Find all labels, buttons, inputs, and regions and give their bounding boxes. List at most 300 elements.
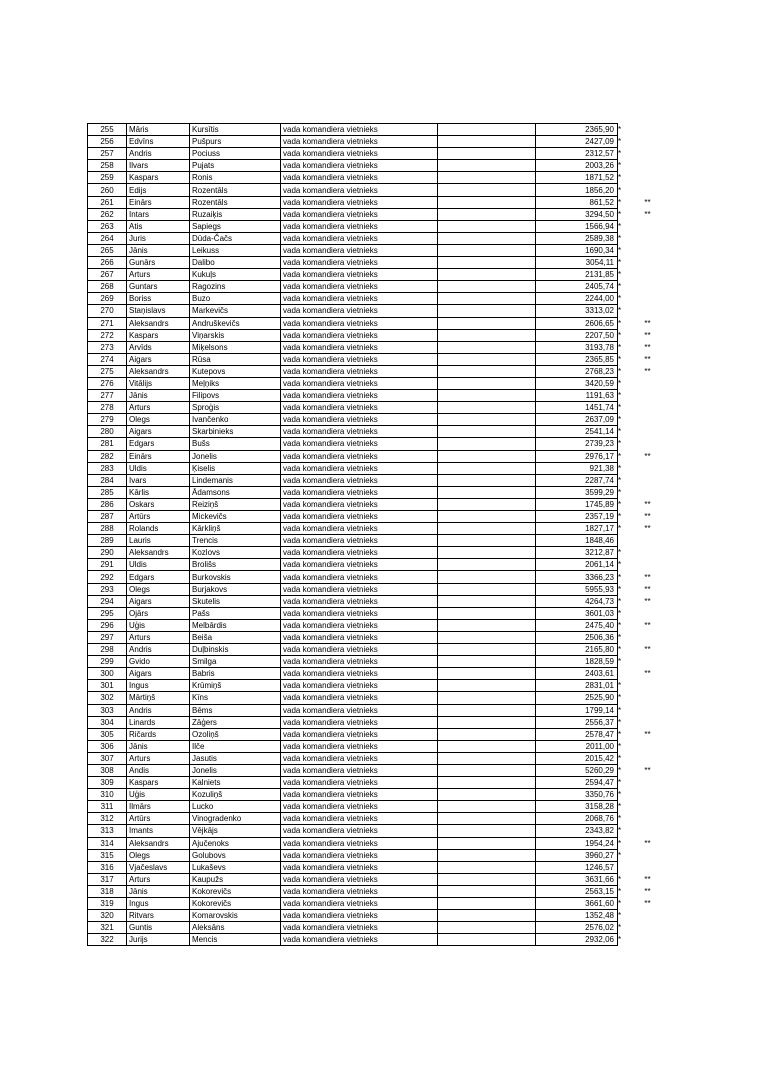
- table-row: [88, 825, 669, 837]
- mark-double-cell: [627, 559, 669, 571]
- first-name-cell: Arturs: [127, 752, 190, 764]
- table-row: [88, 450, 669, 462]
- mark-double-cell: [627, 861, 669, 873]
- row-number-cell: 289: [88, 535, 127, 547]
- first-name-cell: Arvīds: [127, 341, 190, 353]
- last-name-cell: Ragozins: [190, 281, 281, 293]
- position-cell: vada komandiera vietnieks: [281, 377, 438, 389]
- last-name-cell: Mickevičs: [190, 511, 281, 523]
- amount-cell: 2768,23: [536, 365, 618, 377]
- amount-cell: 2365,90: [536, 124, 618, 136]
- amount-cell: 2003,26: [536, 160, 618, 172]
- last-name-cell: Kokorevičs: [190, 898, 281, 910]
- last-name-cell: Kalniets: [190, 777, 281, 789]
- amount-cell: 3294,50: [536, 208, 618, 220]
- first-name-cell: Andris: [127, 704, 190, 716]
- mark-double-cell: [627, 390, 669, 402]
- first-name-cell: Vitālijs: [127, 377, 190, 389]
- row-number-cell: 261: [88, 196, 127, 208]
- amount-cell: 3212,87: [536, 547, 618, 559]
- mark-single-cell: *: [618, 439, 622, 449]
- last-name-cell: Lindemanis: [190, 474, 281, 486]
- table-row: [88, 571, 669, 583]
- position-cell: vada komandiera vietnieks: [281, 523, 438, 535]
- position-cell: vada komandiera vietnieks: [281, 414, 438, 426]
- position-cell: vada komandiera vietnieks: [281, 898, 438, 910]
- row-number-cell: 271: [88, 317, 127, 329]
- row-number-cell: 286: [88, 498, 127, 510]
- position-cell: vada komandiera vietnieks: [281, 232, 438, 244]
- last-name-cell: Kīns: [190, 692, 281, 704]
- position-cell: vada komandiera vietnieks: [281, 644, 438, 656]
- blank-cell-cell: [438, 583, 536, 595]
- blank-cell-cell: [438, 390, 536, 402]
- mark-double-cell: **: [644, 209, 651, 219]
- blank-cell-cell: [438, 232, 536, 244]
- last-name-cell: Kozuliņš: [190, 789, 281, 801]
- mark-single-cell: *: [618, 681, 622, 691]
- row-number-cell: 320: [88, 910, 127, 922]
- position-cell: vada komandiera vietnieks: [281, 474, 438, 486]
- mark-single-cell: *: [618, 403, 622, 413]
- mark-single-cell: *: [618, 596, 622, 606]
- last-name-cell: Kokorevičs: [190, 885, 281, 897]
- row-number-cell: 292: [88, 571, 127, 583]
- last-name-cell: Bēms: [190, 704, 281, 716]
- table-row: [88, 692, 669, 704]
- last-name-cell: Kutepovs: [190, 365, 281, 377]
- last-name-cell: Miķelsons: [190, 341, 281, 353]
- first-name-cell: Jānis: [127, 390, 190, 402]
- last-name-cell: Rozentāls: [190, 196, 281, 208]
- blank-cell-cell: [438, 511, 536, 523]
- mark-double-cell: [627, 692, 669, 704]
- table-row: [88, 934, 669, 946]
- mark-double-cell: [627, 801, 669, 813]
- mark-double-cell: **: [644, 330, 651, 340]
- blank-cell-cell: [438, 704, 536, 716]
- row-number-cell: 316: [88, 861, 127, 873]
- blank-cell-cell: [438, 656, 536, 668]
- position-cell: vada komandiera vietnieks: [281, 257, 438, 269]
- amount-cell: 2061,14: [536, 559, 618, 571]
- first-name-cell: Rolands: [127, 523, 190, 535]
- table-row: [88, 365, 669, 377]
- blank-cell-cell: [438, 196, 536, 208]
- amount-cell: 1799,14: [536, 704, 618, 716]
- row-number-cell: 266: [88, 257, 127, 269]
- position-cell: vada komandiera vietnieks: [281, 910, 438, 922]
- position-cell: vada komandiera vietnieks: [281, 208, 438, 220]
- mark-double-cell: [627, 680, 669, 692]
- blank-cell-cell: [438, 172, 536, 184]
- blank-cell-cell: [438, 317, 536, 329]
- blank-cell-cell: [438, 728, 536, 740]
- first-name-cell: Vjačeslavs: [127, 861, 190, 873]
- last-name-cell: Jonelis: [190, 450, 281, 462]
- row-number-cell: 296: [88, 619, 127, 631]
- amount-cell: 5260,29: [536, 764, 618, 776]
- first-name-cell: Jānis: [127, 740, 190, 752]
- mark-double-cell: **: [644, 342, 651, 352]
- position-cell: vada komandiera vietnieks: [281, 668, 438, 680]
- position-cell: vada komandiera vietnieks: [281, 305, 438, 317]
- amount-cell: 2976,17: [536, 450, 618, 462]
- table-row: [88, 293, 669, 305]
- first-name-cell: Gunārs: [127, 257, 190, 269]
- last-name-cell: Pociuss: [190, 148, 281, 160]
- table-row: [88, 849, 669, 861]
- last-name-cell: Vējkājs: [190, 825, 281, 837]
- mark-single-cell: *: [618, 233, 622, 243]
- row-number-cell: 287: [88, 511, 127, 523]
- blank-cell-cell: [438, 922, 536, 934]
- mark-double-cell: [627, 426, 669, 438]
- mark-double-cell: [627, 305, 669, 317]
- mark-single-cell: *: [618, 427, 622, 437]
- mark-single-cell: *: [618, 923, 622, 933]
- mark-single-cell: *: [618, 935, 622, 945]
- last-name-cell: Babris: [190, 668, 281, 680]
- position-cell: vada komandiera vietnieks: [281, 317, 438, 329]
- last-name-cell: Kaupužs: [190, 873, 281, 885]
- blank-cell-cell: [438, 595, 536, 607]
- row-number-cell: 305: [88, 728, 127, 740]
- mark-single-cell: *: [618, 657, 622, 667]
- table-row: [88, 244, 669, 256]
- row-number-cell: 298: [88, 644, 127, 656]
- mark-single-cell: *: [618, 366, 622, 376]
- first-name-cell: Uģis: [127, 789, 190, 801]
- mark-double-cell: [627, 281, 669, 293]
- table-row: [88, 885, 669, 897]
- table-row: [88, 402, 669, 414]
- position-cell: vada komandiera vietnieks: [281, 825, 438, 837]
- table-row: [88, 257, 669, 269]
- mark-single-cell: *: [618, 125, 622, 135]
- row-number-cell: 288: [88, 523, 127, 535]
- row-number-cell: 290: [88, 547, 127, 559]
- first-name-cell: Uldis: [127, 559, 190, 571]
- blank-cell-cell: [438, 160, 536, 172]
- mark-double-cell: **: [644, 366, 651, 376]
- blank-cell-cell: [438, 740, 536, 752]
- table-row: [88, 898, 669, 910]
- last-name-cell: Komarovskis: [190, 910, 281, 922]
- first-name-cell: Linards: [127, 716, 190, 728]
- amount-cell: 2475,40: [536, 619, 618, 631]
- mark-single-cell: *: [618, 415, 622, 425]
- blank-cell-cell: [438, 547, 536, 559]
- blank-cell-cell: [438, 184, 536, 196]
- first-name-cell: Edvīns: [127, 136, 190, 148]
- position-cell: vada komandiera vietnieks: [281, 595, 438, 607]
- table-row: [88, 317, 669, 329]
- blank-cell-cell: [438, 752, 536, 764]
- row-number-cell: 282: [88, 450, 127, 462]
- first-name-cell: Boriss: [127, 293, 190, 305]
- table-row: [88, 341, 669, 353]
- table-row: [88, 414, 669, 426]
- position-cell: vada komandiera vietnieks: [281, 861, 438, 873]
- position-cell: vada komandiera vietnieks: [281, 934, 438, 946]
- mark-double-cell: [627, 244, 669, 256]
- first-name-cell: Ojārs: [127, 607, 190, 619]
- position-cell: vada komandiera vietnieks: [281, 390, 438, 402]
- last-name-cell: Ādamsons: [190, 486, 281, 498]
- table-row: [88, 390, 669, 402]
- table-row: [88, 184, 669, 196]
- table-row: [88, 680, 669, 692]
- blank-cell-cell: [438, 861, 536, 873]
- first-name-cell: Arturs: [127, 402, 190, 414]
- mark-single-cell: *: [618, 766, 622, 776]
- blank-cell-cell: [438, 244, 536, 256]
- first-name-cell: Imants: [127, 825, 190, 837]
- blank-cell-cell: [438, 789, 536, 801]
- blank-cell-cell: [438, 716, 536, 728]
- mark-single-cell: *: [618, 560, 622, 570]
- mark-double-cell: [627, 474, 669, 486]
- mark-single-cell: *: [618, 197, 622, 207]
- mark-single-cell: *: [618, 499, 622, 509]
- mark-single-cell: *: [618, 318, 622, 328]
- first-name-cell: Aigars: [127, 353, 190, 365]
- table-row: [88, 462, 669, 474]
- blank-cell-cell: [438, 402, 536, 414]
- amount-cell: 2637,09: [536, 414, 618, 426]
- table-row: [88, 124, 669, 136]
- table-row: [88, 486, 669, 498]
- amount-cell: 2427,09: [536, 136, 618, 148]
- row-number-cell: 277: [88, 390, 127, 402]
- amount-cell: 2563,15: [536, 885, 618, 897]
- amount-cell: 2244,00: [536, 293, 618, 305]
- row-number-cell: 300: [88, 668, 127, 680]
- first-name-cell: Guntars: [127, 281, 190, 293]
- last-name-cell: Aleksāns: [190, 922, 281, 934]
- position-cell: vada komandiera vietnieks: [281, 559, 438, 571]
- mark-double-cell: **: [644, 899, 651, 909]
- last-name-cell: Ivančenko: [190, 414, 281, 426]
- mark-double-cell: [627, 922, 669, 934]
- mark-single-cell: *: [618, 802, 622, 812]
- mark-double-cell: [627, 535, 669, 547]
- table-row: [88, 474, 669, 486]
- table-row: [88, 873, 669, 885]
- first-name-cell: Jurijs: [127, 934, 190, 946]
- blank-cell-cell: [438, 136, 536, 148]
- amount-cell: 2594,47: [536, 777, 618, 789]
- last-name-cell: Kukuļs: [190, 269, 281, 281]
- position-cell: vada komandiera vietnieks: [281, 329, 438, 341]
- first-name-cell: Kaspars: [127, 329, 190, 341]
- table-row: [88, 837, 669, 849]
- table-row: [88, 547, 669, 559]
- row-number-cell: 315: [88, 849, 127, 861]
- blank-cell-cell: [438, 523, 536, 535]
- mark-double-cell: [627, 293, 669, 305]
- mark-double-cell: [627, 777, 669, 789]
- mark-double-cell: [627, 486, 669, 498]
- mark-double-cell: [627, 148, 669, 160]
- first-name-cell: Ivars: [127, 474, 190, 486]
- mark-double-cell: [627, 607, 669, 619]
- mark-single-cell: *: [618, 282, 622, 292]
- amount-cell: 2576,02: [536, 922, 618, 934]
- amount-cell: 2403,61: [536, 668, 618, 680]
- amount-cell: 4264,73: [536, 595, 618, 607]
- row-number-cell: 311: [88, 801, 127, 813]
- mark-double-cell: [627, 813, 669, 825]
- mark-single-cell: *: [618, 221, 622, 231]
- mark-single-cell: *: [618, 354, 622, 364]
- first-name-cell: Edijs: [127, 184, 190, 196]
- mark-single-cell: *: [618, 173, 622, 183]
- mark-single-cell: *: [618, 717, 622, 727]
- last-name-cell: Zāģers: [190, 716, 281, 728]
- amount-cell: 2525,90: [536, 692, 618, 704]
- last-name-cell: Ķiselis: [190, 462, 281, 474]
- first-name-cell: Staņislavs: [127, 305, 190, 317]
- amount-cell: 3601,03: [536, 607, 618, 619]
- mark-double-cell: **: [644, 512, 651, 522]
- amount-cell: 1451,74: [536, 402, 618, 414]
- amount-cell: 3193,78: [536, 341, 618, 353]
- mark-single-cell: *: [618, 137, 622, 147]
- amount-cell: 2287,74: [536, 474, 618, 486]
- first-name-cell: Ilmārs: [127, 801, 190, 813]
- position-cell: vada komandiera vietnieks: [281, 680, 438, 692]
- blank-cell-cell: [438, 438, 536, 450]
- position-cell: vada komandiera vietnieks: [281, 511, 438, 523]
- table-row: [88, 583, 669, 595]
- mark-single-cell: *: [618, 185, 622, 195]
- last-name-cell: Burjakovs: [190, 583, 281, 595]
- mark-double-cell: [627, 414, 669, 426]
- mark-double-cell: **: [644, 645, 651, 655]
- mark-double-cell: [627, 438, 669, 450]
- first-name-cell: Edgars: [127, 438, 190, 450]
- row-number-cell: 322: [88, 934, 127, 946]
- row-number-cell: 319: [88, 898, 127, 910]
- blank-cell-cell: [438, 644, 536, 656]
- row-number-cell: 263: [88, 220, 127, 232]
- row-number-cell: 301: [88, 680, 127, 692]
- table-row: [88, 813, 669, 825]
- table-row: [88, 704, 669, 716]
- amount-cell: 2606,65: [536, 317, 618, 329]
- table-row: [88, 764, 669, 776]
- first-name-cell: Kārlis: [127, 486, 190, 498]
- position-cell: vada komandiera vietnieks: [281, 692, 438, 704]
- mark-double-cell: [627, 124, 669, 136]
- amount-cell: 5955,93: [536, 583, 618, 595]
- table-row: [88, 728, 669, 740]
- amount-cell: 1566,94: [536, 220, 618, 232]
- amount-cell: 3366,23: [536, 571, 618, 583]
- blank-cell-cell: [438, 414, 536, 426]
- amount-cell: 2131,85: [536, 269, 618, 281]
- first-name-cell: Uģis: [127, 619, 190, 631]
- first-name-cell: Mārtiņš: [127, 692, 190, 704]
- position-cell: vada komandiera vietnieks: [281, 873, 438, 885]
- last-name-cell: Duļbinskis: [190, 644, 281, 656]
- mark-double-cell: [627, 402, 669, 414]
- position-cell: vada komandiera vietnieks: [281, 353, 438, 365]
- last-name-cell: Beiša: [190, 631, 281, 643]
- mark-single-cell: [618, 535, 627, 547]
- mark-single-cell: *: [618, 886, 622, 896]
- amount-cell: 1848,46: [536, 535, 618, 547]
- amount-cell: 2312,57: [536, 148, 618, 160]
- table-row: [88, 595, 669, 607]
- mark-double-cell: **: [644, 318, 651, 328]
- first-name-cell: Atis: [127, 220, 190, 232]
- last-name-cell: Bušs: [190, 438, 281, 450]
- mark-double-cell: **: [644, 766, 651, 776]
- blank-cell-cell: [438, 571, 536, 583]
- mark-double-cell: **: [644, 499, 651, 509]
- table-row: [88, 353, 669, 365]
- first-name-cell: Arturs: [127, 873, 190, 885]
- table-row: [88, 619, 669, 631]
- row-number-cell: 293: [88, 583, 127, 595]
- mark-single-cell: *: [618, 584, 622, 594]
- amount-cell: 2589,38: [536, 232, 618, 244]
- position-cell: vada komandiera vietnieks: [281, 498, 438, 510]
- mark-single-cell: *: [618, 753, 622, 763]
- position-cell: vada komandiera vietnieks: [281, 789, 438, 801]
- amount-cell: 1856,20: [536, 184, 618, 196]
- mark-double-cell: **: [644, 524, 651, 534]
- table-row: [88, 269, 669, 281]
- blank-cell-cell: [438, 934, 536, 946]
- blank-cell-cell: [438, 777, 536, 789]
- blank-cell-cell: [438, 498, 536, 510]
- table-row: [88, 740, 669, 752]
- position-cell: vada komandiera vietnieks: [281, 124, 438, 136]
- amount-cell: 2015,42: [536, 752, 618, 764]
- position-cell: vada komandiera vietnieks: [281, 402, 438, 414]
- position-cell: vada komandiera vietnieks: [281, 160, 438, 172]
- row-number-cell: 275: [88, 365, 127, 377]
- row-number-cell: 278: [88, 402, 127, 414]
- first-name-cell: Lauris: [127, 535, 190, 547]
- table-row: [88, 656, 669, 668]
- mark-single-cell: *: [618, 270, 622, 280]
- mark-single-cell: *: [618, 572, 622, 582]
- amount-cell: 1828,59: [536, 656, 618, 668]
- mark-single-cell: *: [618, 161, 622, 171]
- blank-cell-cell: [438, 148, 536, 160]
- first-name-cell: Ritvars: [127, 910, 190, 922]
- amount-cell: 3313,02: [536, 305, 618, 317]
- position-cell: vada komandiera vietnieks: [281, 922, 438, 934]
- row-number-cell: 310: [88, 789, 127, 801]
- mark-single-cell: *: [618, 391, 622, 401]
- position-cell: vada komandiera vietnieks: [281, 184, 438, 196]
- first-name-cell: Olegs: [127, 849, 190, 861]
- blank-cell-cell: [438, 257, 536, 269]
- mark-single-cell: *: [618, 899, 622, 909]
- position-cell: vada komandiera vietnieks: [281, 619, 438, 631]
- row-number-cell: 309: [88, 777, 127, 789]
- blank-cell-cell: [438, 220, 536, 232]
- row-number-cell: 297: [88, 631, 127, 643]
- row-number-cell: 299: [88, 656, 127, 668]
- row-number-cell: 268: [88, 281, 127, 293]
